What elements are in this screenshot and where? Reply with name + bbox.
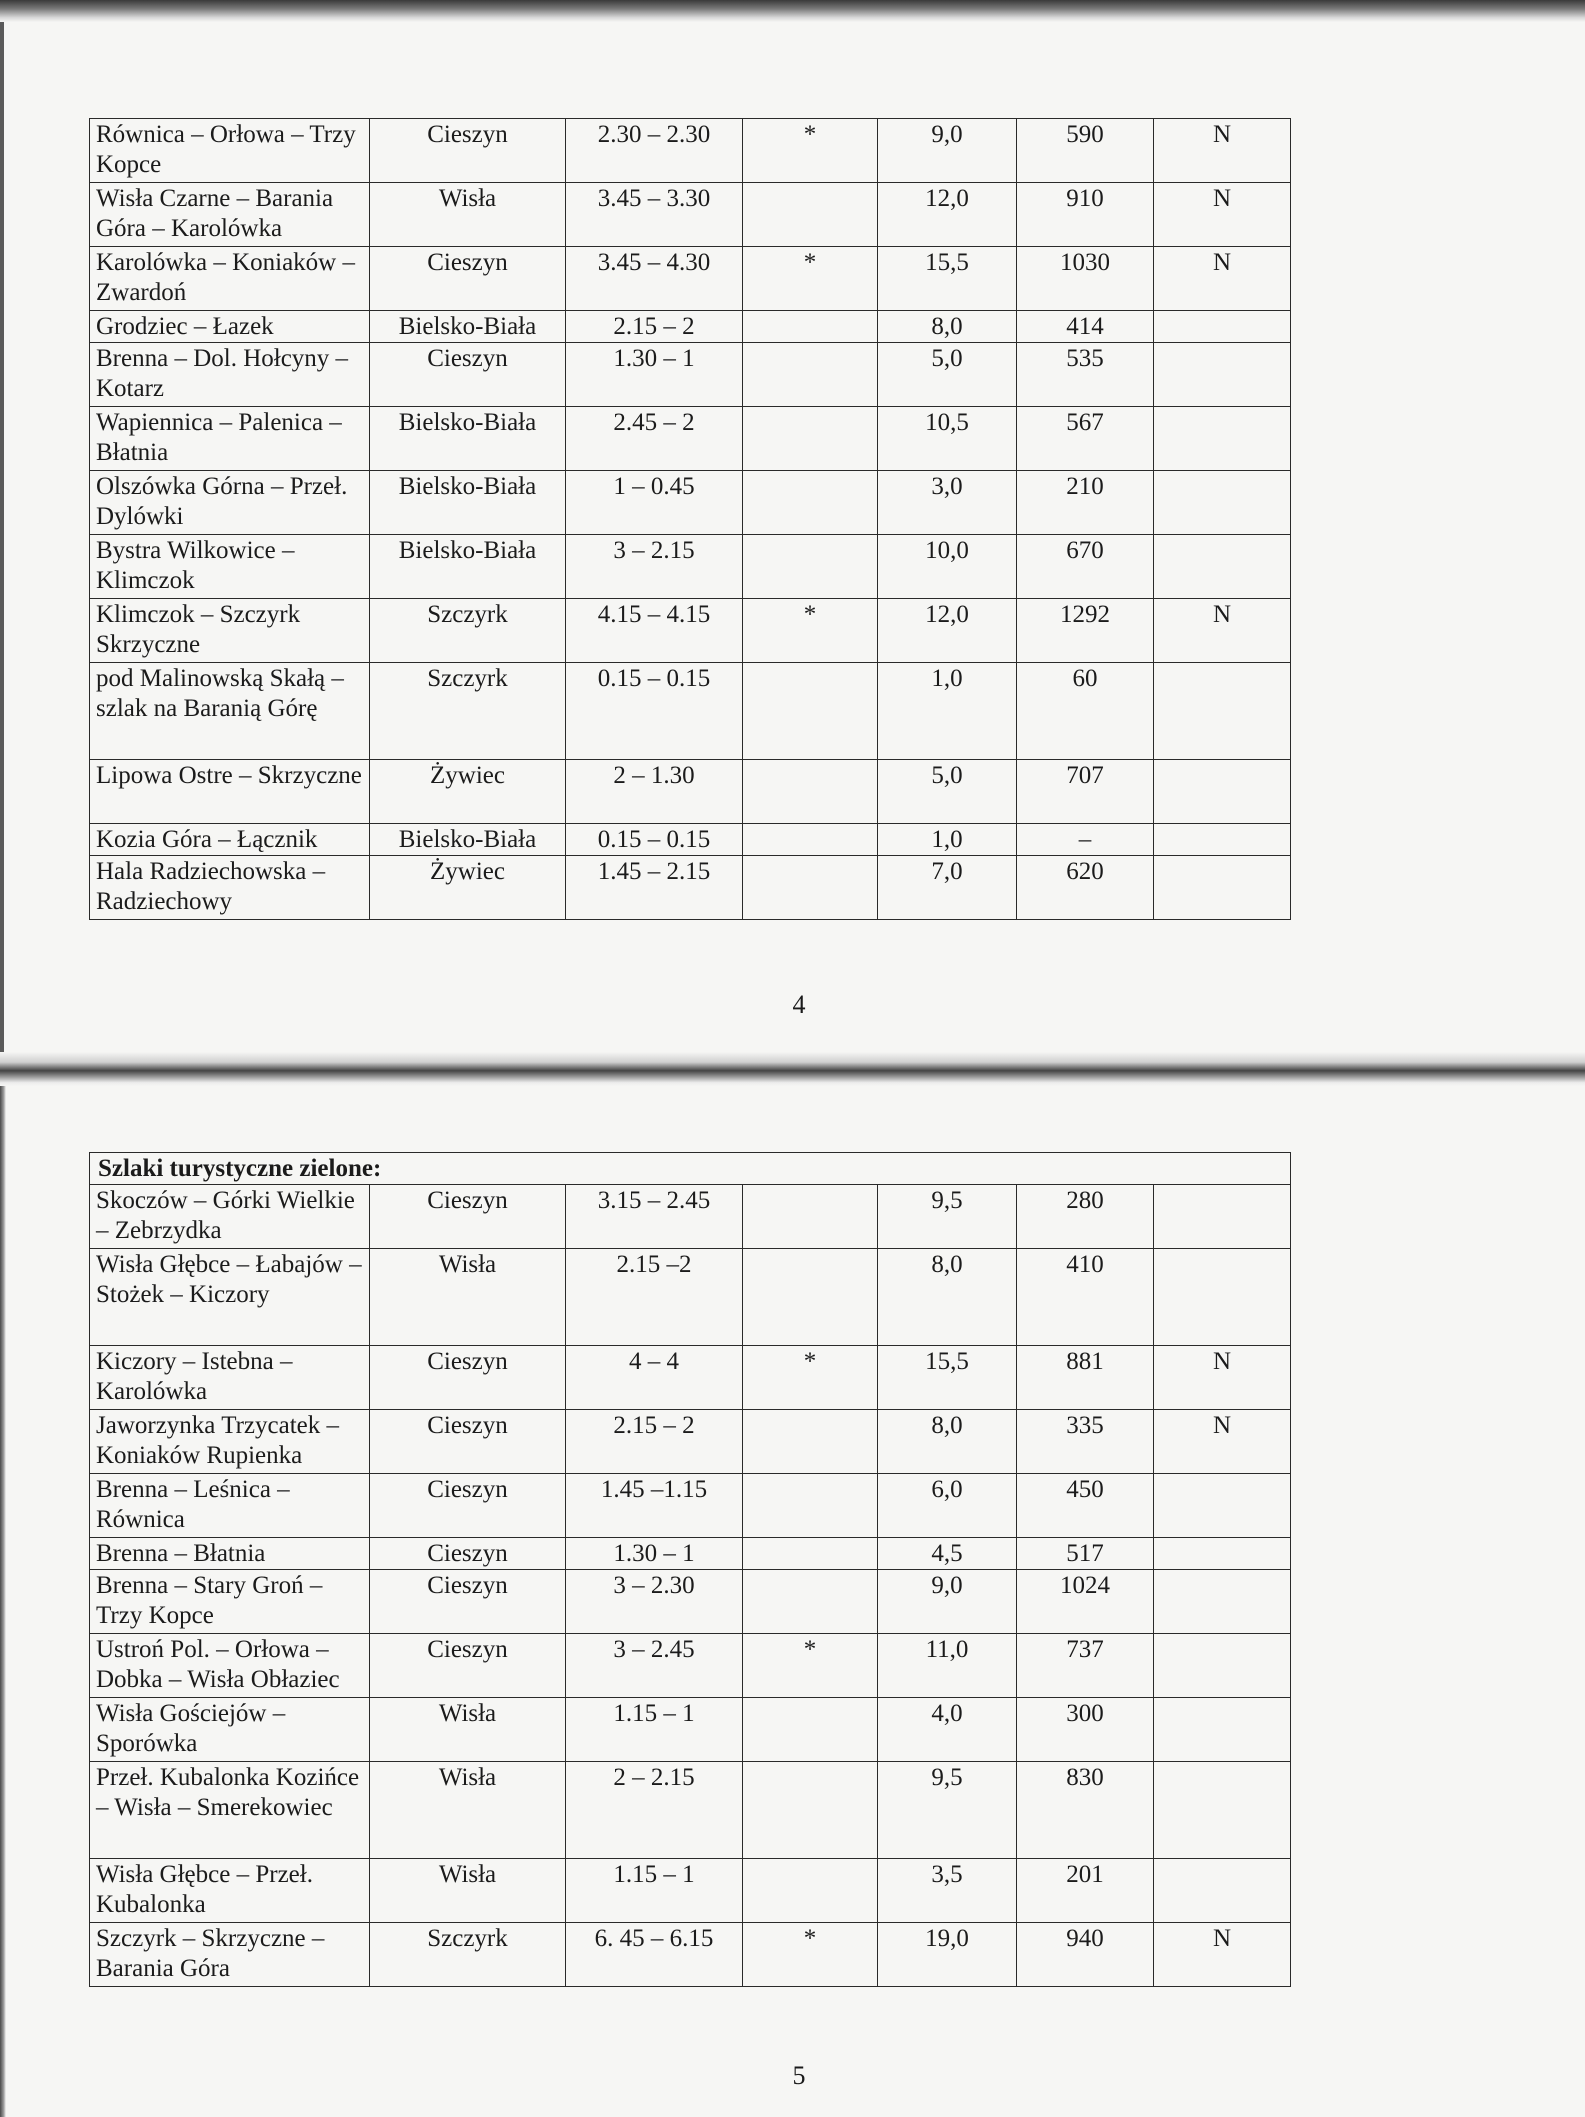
- region-cell: Bielsko-Biała: [370, 311, 566, 343]
- flag-cell: [1154, 1762, 1291, 1859]
- table-row: [90, 663, 1291, 760]
- table-row: [90, 1185, 1291, 1249]
- length-cell: 10,0: [878, 535, 1017, 599]
- time-cell: 2 – 1.30: [566, 760, 743, 824]
- elevation-cell: 1292: [1017, 599, 1154, 663]
- elevation-cell: 210: [1017, 471, 1154, 535]
- elevation-cell: 881: [1017, 1346, 1154, 1410]
- time-cell: 1.30 – 1: [566, 343, 743, 407]
- elevation-cell: 280: [1017, 1185, 1154, 1249]
- route-cell: Karolówka – Koniaków – Zwardoń: [90, 247, 370, 311]
- route-cell: Grodziec – Łazek: [90, 311, 370, 343]
- length-cell: 8,0: [878, 311, 1017, 343]
- region-cell: Wisła: [370, 1249, 566, 1346]
- route-cell: Ustroń Pol. – Orłowa – Dobka – Wisła Obłaziec: [90, 1634, 370, 1698]
- time-cell: 3 – 2.30: [566, 1570, 743, 1634]
- length-cell: 4,0: [878, 1698, 1017, 1762]
- flag-cell: [1154, 856, 1291, 920]
- route-cell: Brenna – Błatnia: [90, 1538, 370, 1570]
- flag-cell: N: [1154, 119, 1291, 183]
- mark-cell: [743, 311, 878, 343]
- route-cell: Wisła Czarne – Barania Góra – Karolówka: [90, 183, 370, 247]
- table-row: [90, 599, 1291, 663]
- route-cell: Bystra Wilkowice – Klimczok: [90, 535, 370, 599]
- length-cell: 15,5: [878, 247, 1017, 311]
- flag-cell: N: [1154, 247, 1291, 311]
- table-row: [90, 1538, 1291, 1570]
- elevation-cell: 414: [1017, 311, 1154, 343]
- trail-table-top: [89, 118, 1291, 920]
- route-cell: Brenna – Dol. Hołcyny – Kotarz: [90, 343, 370, 407]
- length-cell: 10,5: [878, 407, 1017, 471]
- table-row: [90, 856, 1291, 920]
- section-title-row: [90, 1153, 1291, 1185]
- mark-cell: [743, 1249, 878, 1346]
- elevation-cell: 940: [1017, 1923, 1154, 1987]
- flag-cell: [1154, 1185, 1291, 1249]
- table-row: [90, 1762, 1291, 1859]
- route-cell: Szczyrk – Skrzyczne – Barania Góra: [90, 1923, 370, 1987]
- elevation-cell: –: [1017, 824, 1154, 856]
- route-cell: Hala Radziechowska – Radziechowy: [90, 856, 370, 920]
- page-number-bottom: 5: [792, 2061, 806, 2090]
- route-cell: Wisła Głębce – Przeł. Kubalonka: [90, 1859, 370, 1923]
- flag-cell: [1154, 1698, 1291, 1762]
- length-cell: 9,5: [878, 1762, 1017, 1859]
- table-row: [90, 535, 1291, 599]
- table-row: [90, 1346, 1291, 1410]
- length-cell: 15,5: [878, 1346, 1017, 1410]
- time-cell: 1.45 – 2.15: [566, 856, 743, 920]
- route-cell: Kiczory – Istebna – Karolówka: [90, 1346, 370, 1410]
- elevation-cell: 737: [1017, 1634, 1154, 1698]
- route-cell: Kozia Góra – Łącznik: [90, 824, 370, 856]
- mark-cell: [743, 183, 878, 247]
- region-cell: Bielsko-Biała: [370, 471, 566, 535]
- time-cell: 2.30 – 2.30: [566, 119, 743, 183]
- route-cell: Olszówka Górna – Przeł. Dylówki: [90, 471, 370, 535]
- mark-cell: [743, 824, 878, 856]
- time-cell: 2.15 – 2: [566, 311, 743, 343]
- mark-cell: [743, 1859, 878, 1923]
- route-cell: Równica – Orłowa – Trzy Kopce: [90, 119, 370, 183]
- time-cell: 3.45 – 3.30: [566, 183, 743, 247]
- length-cell: 4,5: [878, 1538, 1017, 1570]
- flag-cell: [1154, 343, 1291, 407]
- mark-cell: [743, 343, 878, 407]
- flag-cell: N: [1154, 1346, 1291, 1410]
- table-row: [90, 1570, 1291, 1634]
- time-cell: 3 – 2.45: [566, 1634, 743, 1698]
- route-cell: Jaworzynka Trzycatek – Koniaków Rupienka: [90, 1410, 370, 1474]
- table-row: [90, 760, 1291, 824]
- flag-cell: N: [1154, 599, 1291, 663]
- route-cell: Brenna – Stary Groń – Trzy Kopce: [90, 1570, 370, 1634]
- route-cell: Skoczów – Górki Wielkie – Zebrzydka: [90, 1185, 370, 1249]
- scan-top-edge: [0, 0, 1585, 22]
- mark-cell: *: [743, 247, 878, 311]
- region-cell: Cieszyn: [370, 1185, 566, 1249]
- mark-cell: [743, 1410, 878, 1474]
- region-cell: Bielsko-Biała: [370, 824, 566, 856]
- elevation-cell: 300: [1017, 1698, 1154, 1762]
- time-cell: 3.15 – 2.45: [566, 1185, 743, 1249]
- table-row: [90, 247, 1291, 311]
- mark-cell: *: [743, 599, 878, 663]
- scan-left-edge: [0, 22, 4, 1062]
- length-cell: 3,5: [878, 1859, 1017, 1923]
- region-cell: Bielsko-Biała: [370, 535, 566, 599]
- trail-table-bottom: [89, 1152, 1291, 1987]
- flag-cell: [1154, 407, 1291, 471]
- region-cell: Wisła: [370, 1762, 566, 1859]
- elevation-cell: 335: [1017, 1410, 1154, 1474]
- length-cell: 1,0: [878, 663, 1017, 760]
- region-cell: Szczyrk: [370, 663, 566, 760]
- time-cell: 3 – 2.15: [566, 535, 743, 599]
- region-cell: Wisła: [370, 1698, 566, 1762]
- table-row: [90, 824, 1291, 856]
- flag-cell: [1154, 1249, 1291, 1346]
- mark-cell: [743, 1185, 878, 1249]
- time-cell: 1.45 –1.15: [566, 1474, 743, 1538]
- mark-cell: [743, 1762, 878, 1859]
- mark-cell: [743, 1570, 878, 1634]
- length-cell: 19,0: [878, 1923, 1017, 1987]
- length-cell: 9,0: [878, 119, 1017, 183]
- time-cell: 4.15 – 4.15: [566, 599, 743, 663]
- table-row: [90, 471, 1291, 535]
- region-cell: Żywiec: [370, 856, 566, 920]
- time-cell: 1.15 – 1: [566, 1698, 743, 1762]
- elevation-cell: 450: [1017, 1474, 1154, 1538]
- time-cell: 3.45 – 4.30: [566, 247, 743, 311]
- region-cell: Szczyrk: [370, 599, 566, 663]
- table-row: [90, 311, 1291, 343]
- table-row: [90, 1923, 1291, 1987]
- flag-cell: [1154, 824, 1291, 856]
- region-cell: Cieszyn: [370, 119, 566, 183]
- table-row: [90, 343, 1291, 407]
- flag-cell: [1154, 760, 1291, 824]
- table-row: [90, 407, 1291, 471]
- length-cell: 12,0: [878, 599, 1017, 663]
- route-cell: Lipowa Ostre – Skrzyczne: [90, 760, 370, 824]
- mark-cell: [743, 663, 878, 760]
- mark-cell: [743, 1538, 878, 1570]
- length-cell: 8,0: [878, 1410, 1017, 1474]
- trail-table-top-body: [90, 119, 1291, 920]
- mark-cell: [743, 1474, 878, 1538]
- elevation-cell: 1030: [1017, 247, 1154, 311]
- route-cell: Brenna – Leśnica – Równica: [90, 1474, 370, 1538]
- elevation-cell: 670: [1017, 535, 1154, 599]
- route-cell: Klimczok – Szczyrk Skrzyczne: [90, 599, 370, 663]
- elevation-cell: 620: [1017, 856, 1154, 920]
- flag-cell: [1154, 1859, 1291, 1923]
- elevation-cell: 517: [1017, 1538, 1154, 1570]
- flag-cell: [1154, 311, 1291, 343]
- elevation-cell: 910: [1017, 183, 1154, 247]
- elevation-cell: 60: [1017, 663, 1154, 760]
- time-cell: 0.15 – 0.15: [566, 824, 743, 856]
- flag-cell: [1154, 1570, 1291, 1634]
- time-cell: 1.30 – 1: [566, 1538, 743, 1570]
- route-cell: Wapiennica – Palenica –Błatnia: [90, 407, 370, 471]
- length-cell: 7,0: [878, 856, 1017, 920]
- table-row: [90, 1474, 1291, 1538]
- mark-cell: [743, 407, 878, 471]
- length-cell: 8,0: [878, 1249, 1017, 1346]
- region-cell: Cieszyn: [370, 1570, 566, 1634]
- flag-cell: [1154, 471, 1291, 535]
- flag-cell: N: [1154, 1410, 1291, 1474]
- mark-cell: [743, 1698, 878, 1762]
- time-cell: 2.45 – 2: [566, 407, 743, 471]
- flag-cell: N: [1154, 183, 1291, 247]
- time-cell: 1.15 – 1: [566, 1859, 743, 1923]
- flag-cell: [1154, 1634, 1291, 1698]
- region-cell: Cieszyn: [370, 1538, 566, 1570]
- section-title: Szlaki turystyczne zielone:: [90, 1153, 1291, 1185]
- page-number-top: 4: [792, 990, 806, 1019]
- mark-cell: [743, 760, 878, 824]
- elevation-cell: 1024: [1017, 1570, 1154, 1634]
- table-row: [90, 119, 1291, 183]
- length-cell: 1,0: [878, 824, 1017, 856]
- length-cell: 9,0: [878, 1570, 1017, 1634]
- region-cell: Bielsko-Biała: [370, 407, 566, 471]
- elevation-cell: 567: [1017, 407, 1154, 471]
- trail-table-bottom-body: [90, 1153, 1291, 1987]
- region-cell: Cieszyn: [370, 1634, 566, 1698]
- table-row: [90, 1698, 1291, 1762]
- table-row: [90, 183, 1291, 247]
- table-row: [90, 1634, 1291, 1698]
- length-cell: 5,0: [878, 343, 1017, 407]
- flag-cell: [1154, 1474, 1291, 1538]
- flag-cell: [1154, 1538, 1291, 1570]
- scan-left-edge-lower: [0, 1086, 6, 2117]
- time-cell: 2 – 2.15: [566, 1762, 743, 1859]
- mark-cell: *: [743, 119, 878, 183]
- mark-cell: [743, 535, 878, 599]
- region-cell: Wisła: [370, 1859, 566, 1923]
- length-cell: 5,0: [878, 760, 1017, 824]
- time-cell: 0.15 – 0.15: [566, 663, 743, 760]
- mark-cell: *: [743, 1923, 878, 1987]
- region-cell: Cieszyn: [370, 343, 566, 407]
- elevation-cell: 830: [1017, 1762, 1154, 1859]
- length-cell: 6,0: [878, 1474, 1017, 1538]
- elevation-cell: 590: [1017, 119, 1154, 183]
- route-cell: pod Malinowską Skałą – szlak na Baranią Górę: [90, 663, 370, 760]
- table-row: [90, 1410, 1291, 1474]
- time-cell: 2.15 –2: [566, 1249, 743, 1346]
- mark-cell: [743, 471, 878, 535]
- flag-cell: [1154, 663, 1291, 760]
- route-cell: Wisła Gościejów – Sporówka: [90, 1698, 370, 1762]
- table-row: [90, 1859, 1291, 1923]
- region-cell: Szczyrk: [370, 1923, 566, 1987]
- region-cell: Wisła: [370, 183, 566, 247]
- mark-cell: *: [743, 1346, 878, 1410]
- table-row: [90, 1249, 1291, 1346]
- length-cell: 3,0: [878, 471, 1017, 535]
- elevation-cell: 410: [1017, 1249, 1154, 1346]
- region-cell: Cieszyn: [370, 1410, 566, 1474]
- length-cell: 12,0: [878, 183, 1017, 247]
- elevation-cell: 201: [1017, 1859, 1154, 1923]
- elevation-cell: 535: [1017, 343, 1154, 407]
- length-cell: 11,0: [878, 1634, 1017, 1698]
- route-cell: Przeł. Kubalonka Kozińce – Wisła – Smerekowiec: [90, 1762, 370, 1859]
- mark-cell: [743, 856, 878, 920]
- region-cell: Cieszyn: [370, 1474, 566, 1538]
- flag-cell: N: [1154, 1923, 1291, 1987]
- length-cell: 9,5: [878, 1185, 1017, 1249]
- time-cell: 1 – 0.45: [566, 471, 743, 535]
- elevation-cell: 707: [1017, 760, 1154, 824]
- time-cell: 6. 45 – 6.15: [566, 1923, 743, 1987]
- time-cell: 4 – 4: [566, 1346, 743, 1410]
- time-cell: 2.15 – 2: [566, 1410, 743, 1474]
- route-cell: Wisła Głębce – Łabajów – Stożek – Kiczory: [90, 1249, 370, 1346]
- flag-cell: [1154, 535, 1291, 599]
- region-cell: Cieszyn: [370, 1346, 566, 1410]
- page-fold: [0, 1052, 1585, 1086]
- region-cell: Żywiec: [370, 760, 566, 824]
- region-cell: Cieszyn: [370, 247, 566, 311]
- mark-cell: *: [743, 1634, 878, 1698]
